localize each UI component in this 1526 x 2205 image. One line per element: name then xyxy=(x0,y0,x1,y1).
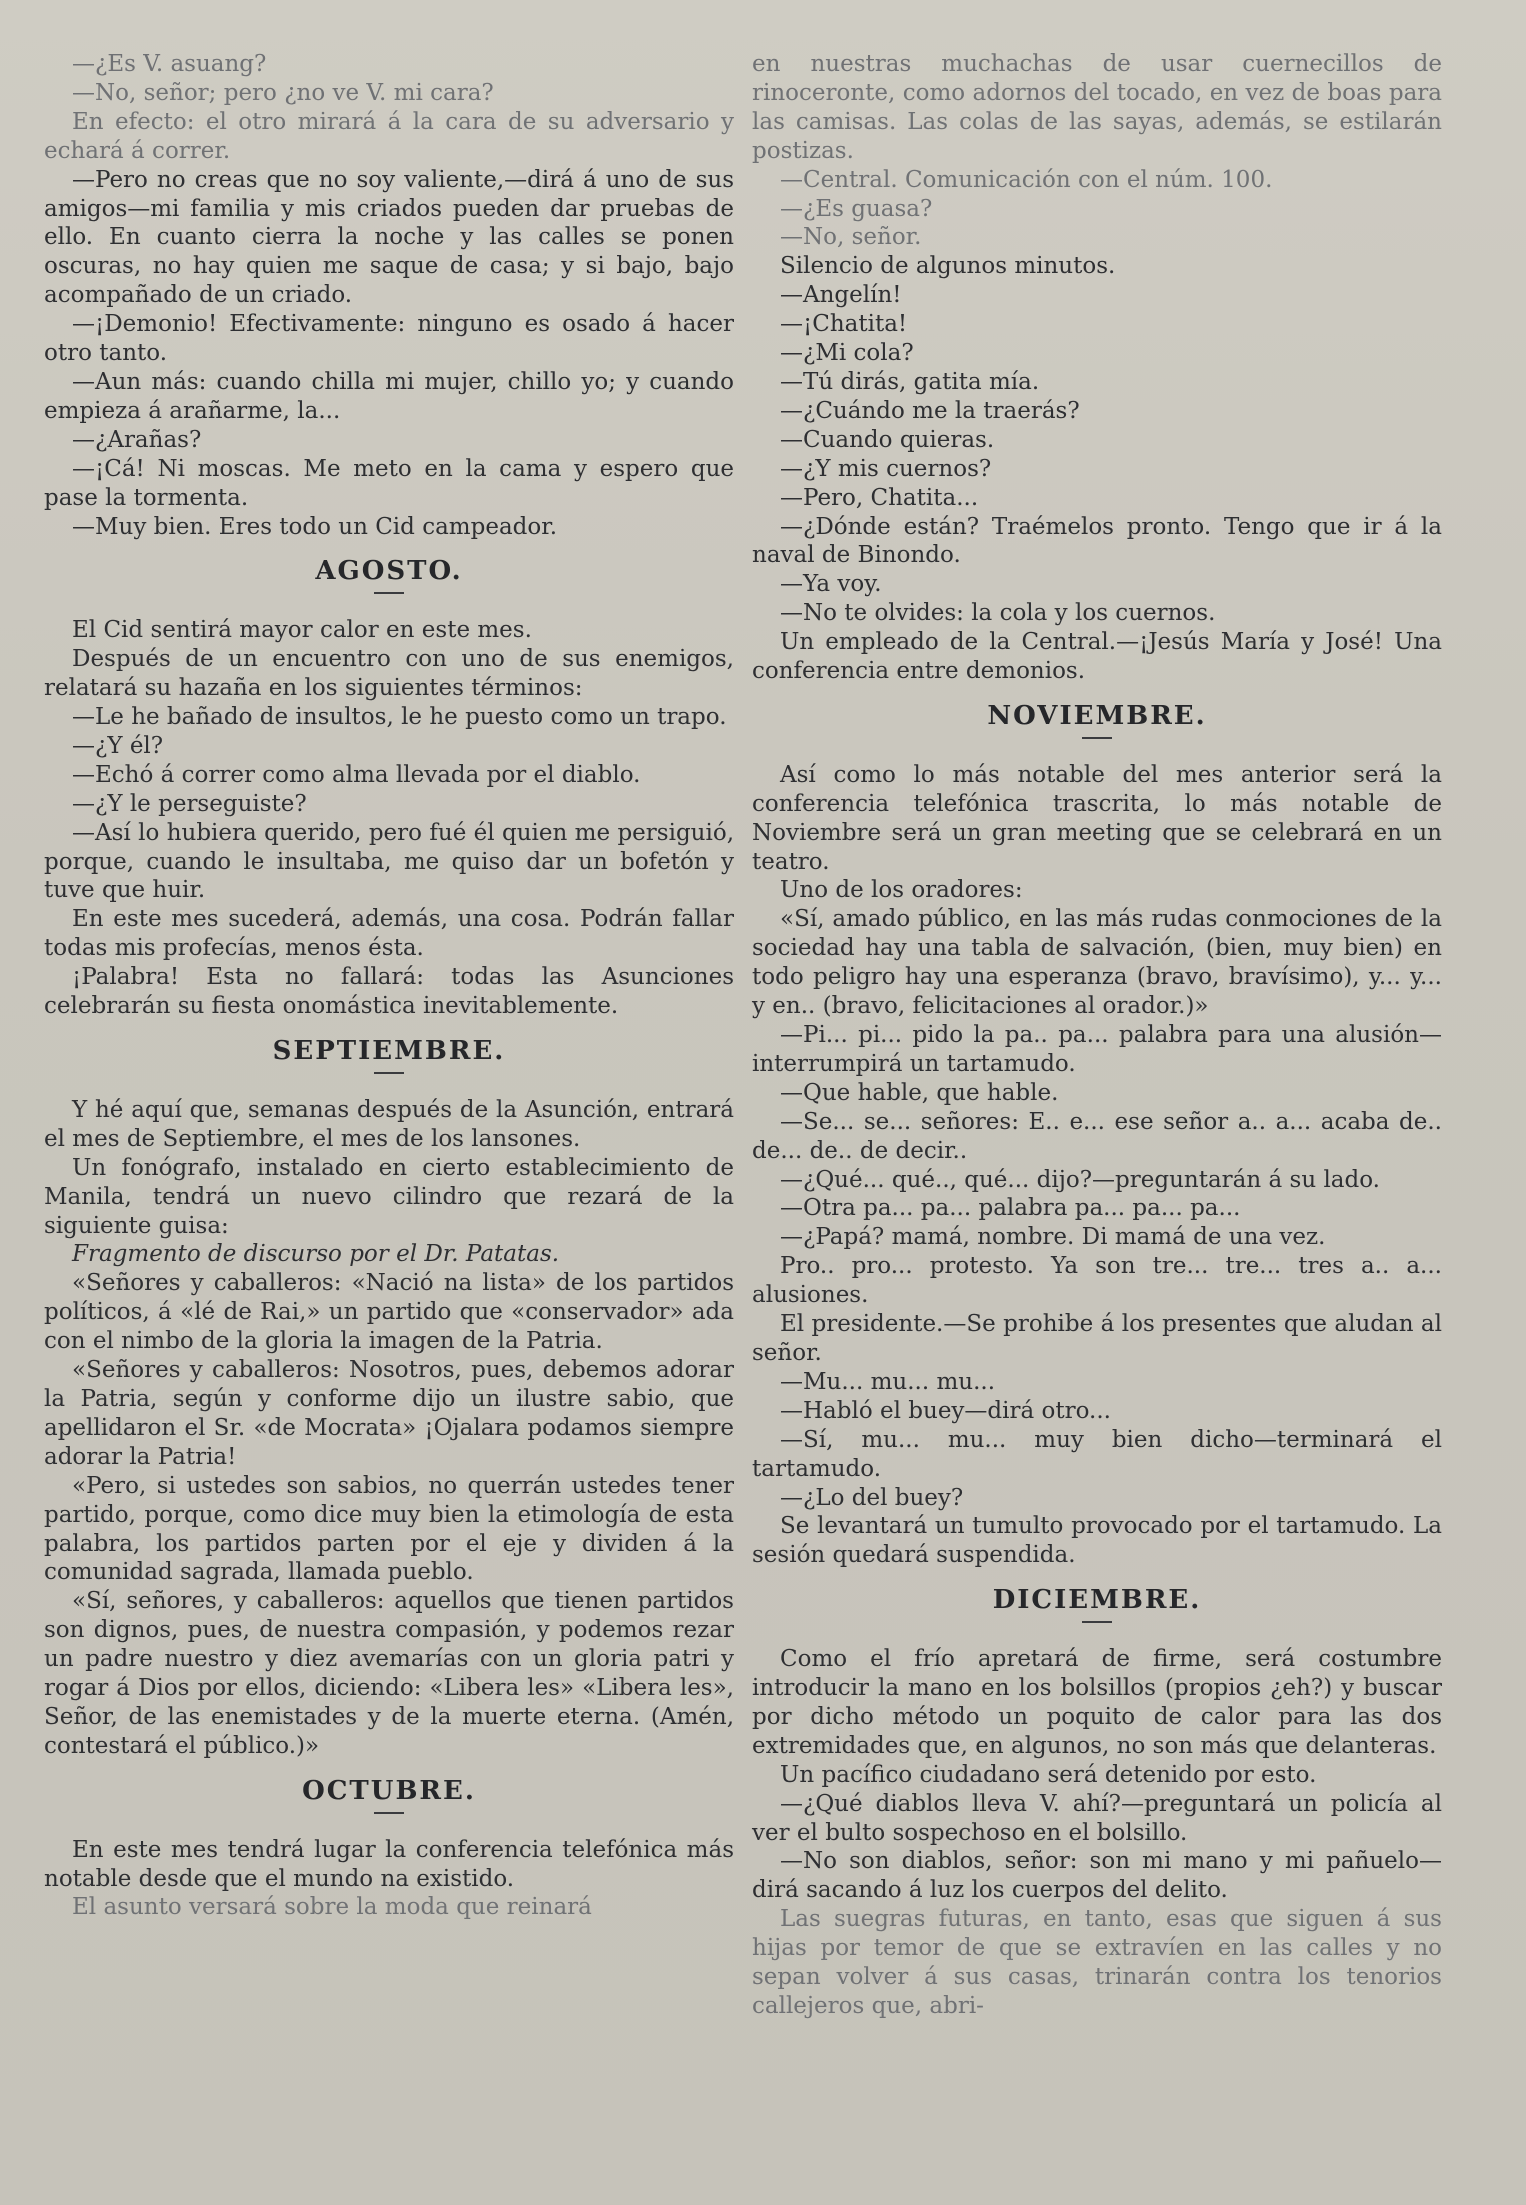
paragraph: —Pero, Chatita... xyxy=(780,484,979,511)
section-heading: DICIEMBRE. xyxy=(992,1585,1202,1616)
heading-rule xyxy=(1082,737,1112,739)
paragraph: Después de un encuentro con uno de sus enemigos, relatará su hazaña en los siguientes términos: xyxy=(44,646,734,702)
paragraph: —Otra pa... pa... palabra pa... pa... pa... xyxy=(780,1195,1241,1222)
paragraph: Fragmento de discurso por el Dr. Patatas. xyxy=(72,1241,560,1268)
paragraph: En este mes sucederá, además, una cosa. Podrán fallar todas mis profecías, menos ésta. xyxy=(44,906,734,962)
paragraph: —Central. Comunicación con el núm. 100. xyxy=(780,166,1273,193)
paragraph: Pro.. pro... protesto. Ya son tre... tre... tres a.. a... alusiones. xyxy=(752,1253,1442,1309)
paragraph: —Pi... pi... pido la pa.. pa... palabra para una alusión—interrumpirá un tartamudo. xyxy=(752,1022,1442,1077)
section-heading: NOVIEMBRE. xyxy=(987,700,1207,731)
section-heading: AGOSTO. xyxy=(315,556,463,587)
paragraph: Y hé aquí que, semanas después de la Asunción, entrará el mes de Septiembre, el mes de los lansones. xyxy=(44,1096,734,1152)
paragraph: «Señores y caballeros: Nosotros, pues, debemos adorar la Patria, según y conforme dijo un ilustre sabio, que apellidaron el Sr. «de Mocrata» ¡Ojalara podamos siempre adorar la Patria! xyxy=(44,1357,734,1470)
heading-rule xyxy=(374,1072,404,1074)
paragraph: —Mu... mu... mu... xyxy=(780,1368,996,1395)
section-heading: SEPTIEMBRE. xyxy=(272,1036,506,1066)
paragraph: —¿Qué... qué.., qué... dijo?—preguntarán á su lado. xyxy=(780,1166,1380,1193)
paragraph: —¿Dónde están? Traémelos pronto. Tengo que ir á la naval de Binondo. xyxy=(752,513,1442,569)
paragraph: —¿Papá? mamá, nombre. Di mamá de una vez. xyxy=(780,1224,1326,1251)
paragraph: —¿Arañas? xyxy=(72,426,202,453)
paragraph: —¿Y él? xyxy=(72,732,164,759)
paragraph: Un pacífico ciudadano será detenido por esto. xyxy=(780,1761,1317,1788)
paragraph: Así como lo más notable del mes anterior será la conferencia telefónica trascrita, lo más notable de Noviembre será un gran meeting que se celebrará en un teatro. xyxy=(752,761,1442,875)
paragraph: —Se... se... señores: E.. e... ese señor a.. a... acaba de.. de... de.. de decir.. xyxy=(752,1108,1442,1164)
paragraph: —Tú dirás, gatita mía. xyxy=(780,368,1040,395)
left-column xyxy=(44,50,734,1922)
paragraph: —Le he bañado de insultos, le he puesto como un trapo. xyxy=(72,704,727,731)
paragraph: «Señores y caballeros: «Nació na lista» de los partidos políticos, á «lé de Rai,» un partido que «conservador» ada con el nimbo de la gloria la imagen de la Patria. xyxy=(44,1270,734,1355)
paragraph: —No, señor. xyxy=(780,224,922,251)
paragraph: —¡Cá! Ni moscas. Me meto en la cama y espero que pase la tormenta. xyxy=(44,455,734,511)
paragraph: —Sí, mu... mu... muy bien dicho—terminará el tartamudo. xyxy=(752,1426,1442,1482)
paragraph: Un empleado de la Central.—¡Jesús María y José! Una conferencia entre demonios. xyxy=(752,629,1442,685)
paragraph: Como el frío apretará de firme, será costumbre introducir la mano en los bolsillos (propios ¿eh?) y buscar por dicho método un poquito de calor para las dos extremidades que, en algunos, no son más que delanteras. xyxy=(752,1646,1442,1759)
paragraph: —Así lo hubiera querido, pero fué él quien me persiguió, porque, cuando le insultaba, me quiso dar un bofetón y tuve que huir. xyxy=(44,819,734,904)
heading-rule xyxy=(374,1812,404,1814)
paragraph: Se levantará un tumulto provocado por el tartamudo. La sesión quedará suspendida. xyxy=(752,1513,1442,1569)
paragraph: —¿Y le perseguiste? xyxy=(72,790,307,817)
paragraph: —¿Cuándo me la traerás? xyxy=(780,397,1080,424)
paragraph: —¡Demonio! Efectivamente: ninguno es osado á hacer otro tanto. xyxy=(44,311,734,367)
paragraph: —No, señor; pero ¿no ve V. mi cara? xyxy=(72,79,494,106)
paragraph: El asunto versará sobre la moda que reinará xyxy=(72,1894,592,1921)
paragraph: —¿Es guasa? xyxy=(780,195,933,222)
paragraph: «Sí, señores, y caballeros: aquellos que tienen partidos son dignos, pues, de nuestra compasión, y podemos rezar un padre nuestro y diez avemarías con un gloria patri y rogar á Dios por ellos, diciendo: «Libera les» «Libera les», Señor, de las enemistades y de la muerte eterna. (Amén, contestará el público.)» xyxy=(44,1588,734,1759)
paragraph: —Ya voy. xyxy=(780,571,882,598)
paragraph: —Angelín! xyxy=(780,282,902,309)
paragraph: Uno de los oradores: xyxy=(780,877,1023,904)
paragraph: —No te olvides: la cola y los cuernos. xyxy=(780,600,1216,627)
paragraph: —¿Qué diablos lleva V. ahí?—preguntará un policía al ver el bulto sospechoso en el bolsillo. xyxy=(752,1790,1442,1846)
paragraph: —¿Es V. asuang? xyxy=(72,51,267,77)
heading-rule xyxy=(1082,1621,1112,1623)
paragraph: —¿Lo del buey? xyxy=(780,1484,964,1511)
paragraph: «Pero, si ustedes son sabios, no querrán ustedes tener partido, porque, como dice muy bien la etimología de esta palabra, los partidos parten por el eje y dividen á la comunidad sagrada, llamada pueblo. xyxy=(44,1472,734,1586)
right-column xyxy=(752,50,1442,2021)
paragraph: —Pero no creas que no soy valiente,—dirá á uno de sus amigos—mi familia y mis criados pueden dar pruebas de ello. En cuanto cierra la noche y las calles se ponen oscuras, no hay quien me saque de casa; y si bajo, bajo acompañado de un criado. xyxy=(44,166,734,309)
paragraph: Las suegras futuras, en tanto, esas que siguen á sus hijas por temor de que se extravíen en las calles y no sepan volver á sus casas, trinarán contra los tenorios callejeros que, abri- xyxy=(752,1906,1442,2019)
paragraph: —Aun más: cuando chilla mi mujer, chillo yo; y cuando empieza á arañarme, la... xyxy=(44,368,734,424)
paragraph: —Cuando quieras. xyxy=(780,426,995,453)
paragraph: ¡Palabra! Esta no fallará: todas las Asunciones celebrarán su fiesta onomástica inevitablemente. xyxy=(44,964,734,1020)
paragraph: En efecto: el otro mirará á la cara de su adversario y echará á correr. xyxy=(44,108,734,164)
paragraph: —Que hable, que hable. xyxy=(780,1079,1059,1106)
paragraph: El Cid sentirá mayor calor en este mes. xyxy=(72,617,532,644)
paragraph: —¡Chatita! xyxy=(780,311,908,338)
paragraph: —Habló el buey—dirá otro... xyxy=(780,1397,1111,1424)
paragraph: Silencio de algunos minutos. xyxy=(780,253,1116,280)
paragraph: En este mes tendrá lugar la conferencia telefónica más notable desde que el mundo na existido. xyxy=(44,1836,734,1892)
paragraph: El presidente.—Se prohibe á los presentes que aludan al señor. xyxy=(752,1311,1442,1366)
paragraph: —No son diablos, señor: son mi mano y mi pañuelo—dirá sacando á luz los cuerpos del delito. xyxy=(752,1848,1442,1904)
paragraph: —¿Y mis cuernos? xyxy=(780,455,992,482)
paragraph: —Muy bien. Eres todo un Cid campeador. xyxy=(72,513,557,540)
paragraph: en nuestras muchachas de usar cuernecillos de rinoceronte, como adornos del tocado, en vez de boas para las camisas. Las colas de las sayas, además, se estilarán postizas. xyxy=(752,51,1442,164)
section-heading: OCTUBRE. xyxy=(302,1775,476,1806)
paragraph: —Echó á correr como alma llevada por el diablo. xyxy=(72,761,641,788)
paragraph: «Sí, amado público, en las más rudas conmociones de la sociedad hay una tabla de salvación, (bien, muy bien) en todo peligro hay una esperanza (bravo, bravísimo), y... y... y en.. (bravo, felicitaciones al orador.)» xyxy=(752,906,1442,1020)
paragraph: Un fonógrafo, instalado en cierto establecimiento de Manila, tendrá un nuevo cilindro que rezará de la siguiente guisa: xyxy=(44,1154,734,1239)
paragraph: —¿Mi cola? xyxy=(780,340,914,367)
heading-rule xyxy=(374,592,404,594)
